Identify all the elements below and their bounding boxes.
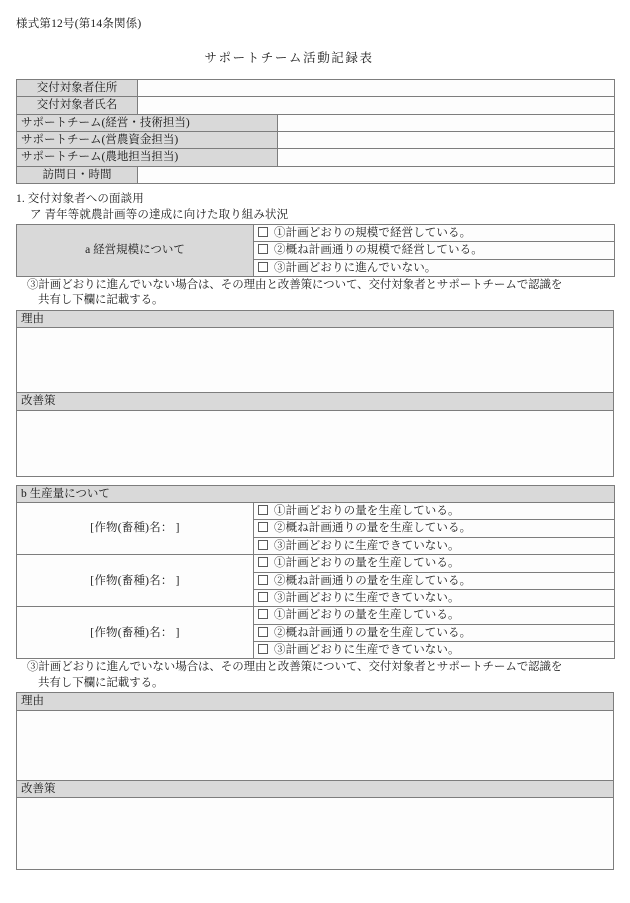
support-team-farmland-field[interactable] xyxy=(278,149,615,166)
page-title: サポートチーム活動記録表 xyxy=(204,50,374,65)
checkbox-icon[interactable] xyxy=(258,592,268,602)
crop-1-option-1-text: ①計画どおりの量を生産している。 xyxy=(274,505,460,518)
checkbox-icon[interactable] xyxy=(258,227,268,237)
crop-1-option-3[interactable] xyxy=(254,537,615,554)
table-row xyxy=(17,607,615,624)
table-row xyxy=(17,503,615,520)
recipient-name-field[interactable] xyxy=(138,97,615,114)
crop-3-option-1[interactable] xyxy=(254,607,615,624)
crop-3-option-1-text: ①計画どおりの量を生産している。 xyxy=(274,609,460,622)
crop-1-name-field[interactable]: [作物(畜種)名： ] xyxy=(17,503,254,555)
crop-1-option-2-text: ②概ね計画通りの量を生産している。 xyxy=(274,522,472,535)
crop-2-option-1[interactable] xyxy=(254,555,615,572)
support-team-farmland-label: サポートチーム(農地担当担当) xyxy=(17,149,278,166)
support-team-finance-field[interactable] xyxy=(278,131,615,148)
recipient-name-label: 交付対象者氏名 xyxy=(17,97,138,114)
crop-2-option-2[interactable] xyxy=(254,572,615,589)
checkbox-icon[interactable] xyxy=(258,522,268,532)
table-row xyxy=(17,410,614,476)
item-b-note-line-2: 共有し下欄に記載する。 xyxy=(38,676,164,689)
table-row xyxy=(17,131,615,148)
item-b-improvement-label: 改善策 xyxy=(17,780,614,797)
table-row xyxy=(17,710,614,780)
crop-2-name-field[interactable]: [作物(畜種)名： ] xyxy=(17,555,254,607)
recipient-address-label: 交付対象者住所 xyxy=(17,79,138,96)
checkbox-icon[interactable] xyxy=(258,262,268,272)
section-1-headings xyxy=(16,192,614,224)
item-b-note-line-1: ③計画どおりに進んでいない場合は、その理由と改善策について、交付対象者とサポートチームで認識を xyxy=(27,661,563,674)
crop-3-option-3[interactable] xyxy=(254,642,615,659)
item-a-option-1[interactable] xyxy=(254,224,615,241)
recipient-address-field[interactable] xyxy=(138,79,615,96)
item-a-improvement-field[interactable] xyxy=(17,410,614,476)
item-a-option-3-text: ③計画どおりに進んでいない。 xyxy=(274,261,437,274)
item-a-option-2[interactable] xyxy=(254,242,615,259)
item-a-label: a 経営規模について xyxy=(17,224,254,276)
crop-2-option-3[interactable] xyxy=(254,589,615,606)
checkbox-icon[interactable] xyxy=(258,627,268,637)
item-a-option-2-text: ②概ね計画通りの規模で経営している。 xyxy=(274,244,483,257)
table-row xyxy=(17,328,614,393)
table-row xyxy=(17,149,615,166)
table-row xyxy=(17,798,614,870)
form-number: 様式第12号(第14条関係) xyxy=(16,18,142,30)
checkbox-icon[interactable] xyxy=(258,244,268,254)
item-a-note-line-1: ③計画どおりに進んでいない場合は、その理由と改善策について、交付対象者とサポートチームで認識を xyxy=(27,278,563,291)
section-1-subheading: ア 青年等就農計画等の達成に向けた取り組み状況 xyxy=(30,208,289,221)
section-1-heading: 1. 交付対象者への面談用 xyxy=(16,193,144,206)
checkbox-icon[interactable] xyxy=(258,505,268,515)
item-a-freeform-table xyxy=(16,310,614,477)
item-a-option-1-text: ①計画どおりの規模で経営している。 xyxy=(274,226,472,239)
item-a-improvement-label: 改善策 xyxy=(17,393,614,410)
table-row xyxy=(17,393,614,410)
item-b-reason-field[interactable] xyxy=(17,710,614,780)
table-row xyxy=(17,114,615,131)
crop-1-option-1[interactable] xyxy=(254,503,615,520)
item-a-note-line-2: 共有し下欄に記載する。 xyxy=(38,294,164,307)
crop-2-option-2-text: ②概ね計画通りの量を生産している。 xyxy=(274,574,472,587)
item-b-label: b 生産量について xyxy=(17,485,615,502)
visit-datetime-label: 訪問日・時間 xyxy=(17,166,138,183)
crop-3-option-2[interactable] xyxy=(254,624,615,641)
item-b-improvement-field[interactable] xyxy=(17,798,614,870)
item-a-options-table xyxy=(16,224,615,277)
table-row xyxy=(17,780,614,797)
crop-3-option-2-text: ②概ね計画通りの量を生産している。 xyxy=(274,626,472,639)
crop-1-option-2[interactable] xyxy=(254,520,615,537)
support-team-management-label: サポートチーム(経営・技術担当) xyxy=(17,114,278,131)
crop-3-option-3-text: ③計画どおりに生産できていない。 xyxy=(274,644,460,657)
crop-2-option-1-text: ①計画どおりの量を生産している。 xyxy=(274,557,460,570)
item-b-freeform-table xyxy=(16,692,614,870)
recipient-info-table xyxy=(16,79,615,184)
checkbox-icon[interactable] xyxy=(258,540,268,550)
support-team-management-field[interactable] xyxy=(278,114,615,131)
checkbox-icon[interactable] xyxy=(258,575,268,585)
checkbox-icon[interactable] xyxy=(258,609,268,619)
visit-datetime-field[interactable] xyxy=(138,166,615,183)
table-row xyxy=(17,693,614,710)
table-row xyxy=(17,485,615,502)
item-b-note xyxy=(16,659,614,692)
item-b-reason-label: 理由 xyxy=(17,693,614,710)
table-row xyxy=(17,224,615,241)
checkbox-icon[interactable] xyxy=(258,644,268,654)
table-row xyxy=(17,79,615,96)
table-row xyxy=(17,166,615,183)
table-row xyxy=(17,310,614,327)
crop-1-option-3-text: ③計画どおりに生産できていない。 xyxy=(274,539,460,552)
crop-2-option-3-text: ③計画どおりに生産できていない。 xyxy=(274,591,460,604)
checkbox-icon[interactable] xyxy=(258,557,268,567)
item-a-note xyxy=(16,277,614,310)
item-b-options-table xyxy=(16,485,615,660)
crop-3-name-field[interactable]: [作物(畜種)名： ] xyxy=(17,607,254,659)
table-row xyxy=(17,555,615,572)
support-team-finance-label: サポートチーム(営農資金担当) xyxy=(17,131,278,148)
table-row xyxy=(17,97,615,114)
item-a-reason-field[interactable] xyxy=(17,328,614,393)
item-a-option-3[interactable] xyxy=(254,259,615,276)
item-a-reason-label: 理由 xyxy=(17,310,614,327)
